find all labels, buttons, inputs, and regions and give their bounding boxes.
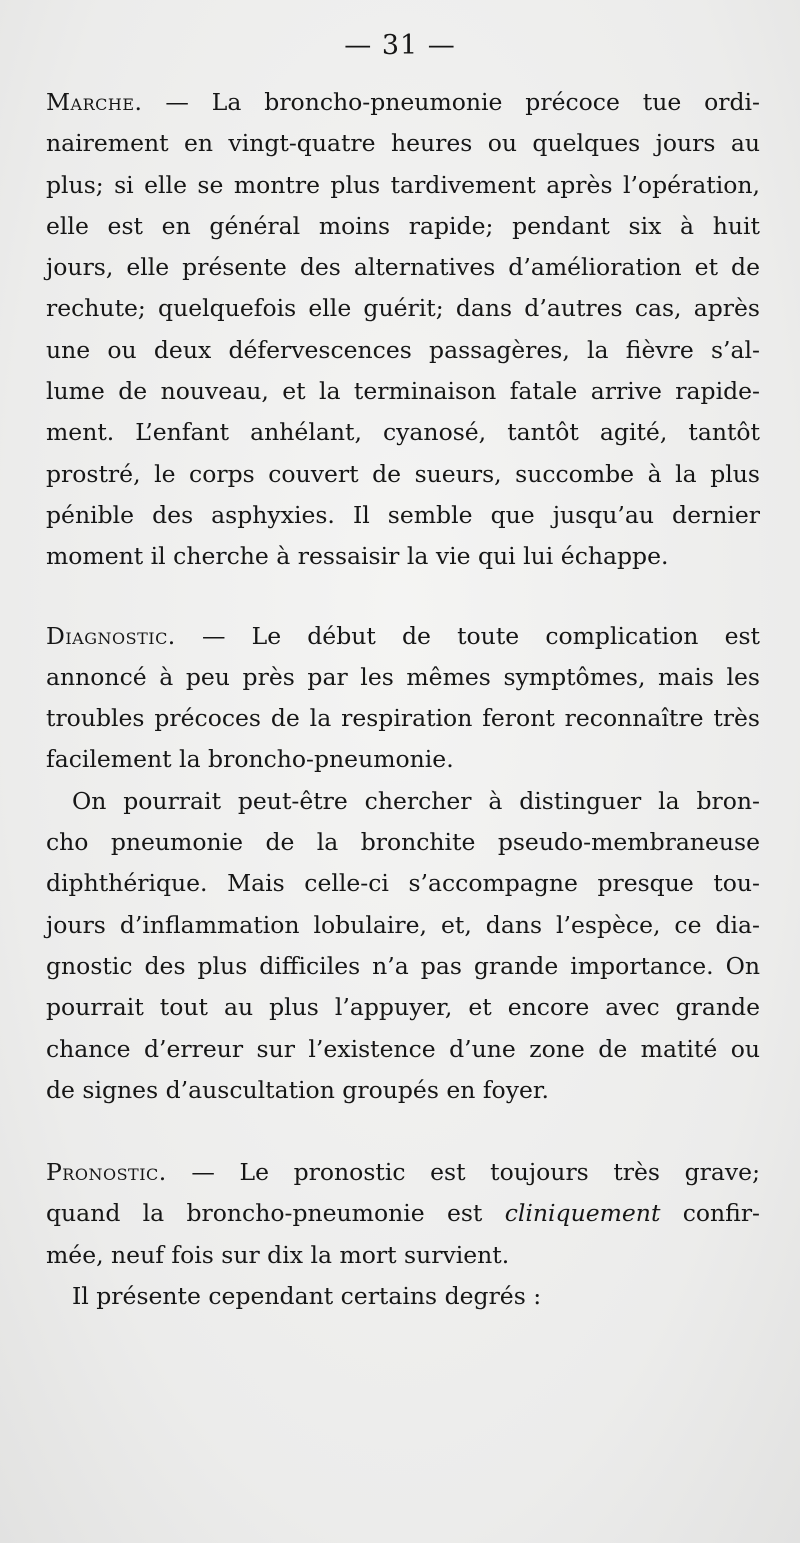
text-line: Marche. — La broncho-pneumonie précoce tue ordi- <box>46 88 760 116</box>
text-line: pénible des asphyxies. Il semble que jusqu’au dernier <box>46 500 760 529</box>
text-line: lume de nouveau, et la terminaison fatale arrive rapide- <box>46 377 760 406</box>
page-body <box>46 82 760 1317</box>
text-line: diphthérique. Mais celle-ci s’accompagne presque tou- <box>46 869 760 898</box>
text-line: gnostic des plus difficiles n’a pas grande importance. On <box>46 951 760 980</box>
section-heading: Pronostic. <box>46 1158 167 1187</box>
text-line: nairement en vingt-quatre heures ou quelques jours au <box>46 129 760 158</box>
text-line: pourrait tout au plus l’appuyer, et encore avec grande <box>46 993 760 1022</box>
section-heading: Diagnostic. <box>46 621 176 650</box>
text-line: ment. L’enfant anhélant, cyanosé, tantôt agité, tantôt <box>46 418 760 447</box>
section-marche <box>46 82 760 578</box>
text-line: facilement la broncho-pneumonie. <box>46 745 454 774</box>
text-line: jours, elle présente des alternatives d’amélioration et de <box>46 253 760 282</box>
section-heading: Marche. <box>46 88 143 116</box>
text-line: de signes d’auscultation groupés en foyer. <box>46 1075 550 1104</box>
text-line: quand la broncho-pneumonie est cliniquement confir- <box>46 1199 760 1228</box>
page-number: — 31 — <box>344 30 456 61</box>
text-line: chance d’erreur sur l’existence d’une zone de matité ou <box>46 1034 760 1063</box>
section-pronostic <box>46 1152 760 1317</box>
text-line: troubles précoces de la respiration feront reconnaître très <box>46 704 760 733</box>
text-line: prostré, le corps couvert de sueurs, succombe à la plus <box>46 459 760 488</box>
text-line: moment il cherche à ressaisir la vie qui lui échappe. <box>46 542 669 571</box>
text-line: mée, neuf fois sur dix la mort survient. <box>46 1240 510 1269</box>
text-line: Il présente cependant certains degrés : <box>72 1282 542 1311</box>
text-line: Diagnostic. — Le début de toute complication est <box>46 621 760 650</box>
text-line: On pourrait peut-être chercher à distinguer la bron- <box>72 786 760 815</box>
text-line: plus; si elle se montre plus tardivement après l’opération, <box>46 170 760 199</box>
text-line: annoncé à peu près par les mêmes symptômes, mais les <box>46 662 760 691</box>
text-line: rechute; quelquefois elle guérit; dans d’autres cas, après <box>46 294 760 323</box>
text-line: une ou deux défervescences passagères, la fièvre s’al- <box>46 335 760 364</box>
section-diagnostic <box>46 616 760 1112</box>
text-line: jours d’inflammation lobulaire, et, dans l’espèce, ce dia- <box>46 910 760 939</box>
text-line: Pronostic. — Le pronostic est toujours très grave; <box>46 1158 760 1187</box>
text-line: cho pneumonie de la bronchite pseudo-membraneuse <box>46 828 760 857</box>
italic-word: cliniquement <box>504 1199 661 1228</box>
text-line: elle est en général moins rapide; pendant six à huit <box>46 211 760 240</box>
